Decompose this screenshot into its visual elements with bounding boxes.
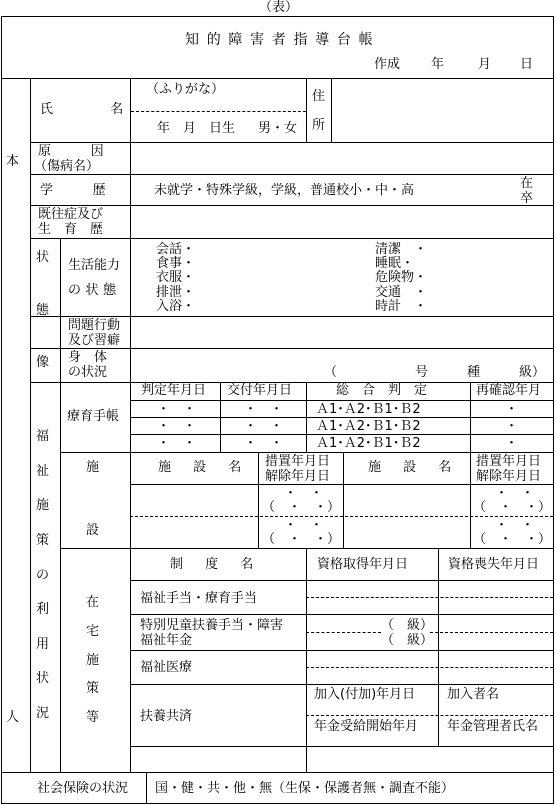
facility-b2-dots: ・ ・ [495, 518, 535, 533]
home-header-acq: 資格取得年月日 [317, 557, 409, 572]
cause-label-1: 原 因 [38, 144, 109, 159]
problem-label-1: 問題行動 [68, 318, 121, 333]
facility-a2-paren: （ ・ ・） [262, 532, 341, 547]
facility-date1-header-1: 措置年月日 [265, 454, 331, 469]
page-title: 知的障害者指導台帳 [185, 32, 381, 48]
ryoiku-row2-dot: ・ [505, 419, 519, 434]
ryoiku-label: 療育手帳 [67, 409, 120, 424]
ryoiku-header-kakunin: 再確認年月 [476, 383, 542, 398]
ryoiku-row3-dots1: ・ ・ [157, 436, 197, 451]
home-label: 在 宅 施 策 等 [86, 595, 100, 725]
home-kyu-2: （ 級） [381, 633, 434, 648]
ryoiku-row1-dot: ・ [505, 402, 519, 417]
created-day: 日 [520, 57, 534, 72]
sex-select: 男・女 [258, 121, 298, 136]
life-label-1: 生活能力 [68, 258, 121, 273]
address-label-1: 住 [312, 89, 326, 104]
facility-a1-dots: ・ ・ [284, 486, 324, 501]
top-label: （表） [259, 0, 299, 15]
body-label-1: 身 体 [68, 350, 108, 365]
home-kyu-1: （ 級） [381, 618, 434, 633]
life-left-5: 入浴・ [156, 299, 196, 314]
history-label-2: 生 育 歴 [38, 222, 104, 237]
life-right-5: 時計 ・ [375, 299, 428, 314]
body-grade: （ 号 種 級） [324, 365, 546, 380]
created-year: 年 [431, 57, 445, 72]
ryoiku-row2-grades: Ａ1･Ａ2･Ｂ1･Ｂ2 [316, 419, 421, 434]
ryoiku-row2-dots1: ・ ・ [157, 419, 197, 434]
ryoiku-row1-dots2: ・ ・ [244, 402, 284, 417]
facility-name-header-1: 施 設 名 [158, 460, 246, 475]
facility-date2-header-1: 解除年月日 [265, 469, 331, 484]
home-row-iryo: 福祉医療 [140, 660, 193, 675]
education-value: 未就学・特殊学級，学級，普通校小・中・高 [154, 183, 415, 198]
facility-name-header-2: 施 設 名 [368, 460, 456, 475]
ryoiku-row3-dots2: ・ ・ [244, 436, 284, 451]
life-right-2: 睡眠・ [375, 256, 415, 271]
home-row-kyosai: 扶養共済 [140, 709, 193, 724]
life-right-4: 交通 ・ [375, 285, 428, 300]
home-kanrisha: 年金管理者氏名 [447, 719, 539, 734]
side-label-hon: 本 [6, 154, 20, 169]
facility-date1-header-2: 措置年月日 [476, 454, 542, 469]
welfare-label: 福 祉 施 策 の 利 用 状 況 [36, 429, 50, 721]
facility-date2-header-2: 解除年月日 [476, 469, 542, 484]
ryoiku-row1-grades: Ａ1･Ａ2･Ｂ1･Ｂ2 [316, 402, 421, 417]
side-label-nin: 人 [6, 710, 20, 725]
ryoiku-row3-dot: ・ [505, 436, 519, 451]
state-label: 状 態 像 [36, 250, 50, 370]
ryoiku-row3-grades: Ａ1･Ａ2･Ｂ1･Ｂ2 [316, 436, 421, 451]
facility-label: 施 設 [86, 460, 100, 538]
facility-a1-paren: （ ・ ・） [262, 500, 341, 515]
created-month: 月 [478, 57, 492, 72]
facility-b1-paren: （ ・ ・） [473, 500, 552, 515]
life-label-2: の状態 [68, 283, 121, 298]
facility-a2-dots: ・ ・ [284, 518, 324, 533]
furigana-label: （ふりがな） [146, 82, 225, 97]
education-status-1: 在 [520, 176, 534, 191]
life-left-1: 会話・ [156, 242, 196, 257]
home-header-loss: 資格喪失年月日 [448, 557, 540, 572]
home-header-seido: 制 度 名 [170, 557, 258, 572]
cause-label-2: （傷病名） [34, 159, 100, 174]
home-nenkin-start: 年金受給開始年月 [314, 719, 419, 734]
problem-label-2: 及び習癖 [68, 333, 121, 348]
created-label: 作成 [374, 57, 401, 72]
home-row-jido-1: 特別児童扶養手当・障害 [140, 618, 284, 633]
history-label-1: 既往症及び [38, 207, 104, 222]
education-status-2: 卒 [520, 191, 534, 206]
life-left-3: 衣服・ [156, 270, 196, 285]
life-right-3: 危険物・ [375, 270, 428, 285]
birth-date: 年 月 日生 [157, 121, 236, 136]
facility-b2-paren: （ ・ ・） [473, 532, 552, 547]
education-label: 学 歴 [40, 183, 111, 198]
life-left-2: 食事・ [156, 256, 196, 271]
life-right-1: 清潔 ・ [375, 242, 428, 257]
ryoiku-row2-dots2: ・ ・ [244, 419, 284, 434]
ryoiku-row1-dots1: ・ ・ [157, 402, 197, 417]
home-row-jido-2: 福祉年金 [140, 633, 193, 648]
home-kanyusha: 加入者名 [447, 687, 500, 702]
home-row-teate: 福祉手当・療育手当 [140, 591, 258, 606]
life-left-4: 排泄・ [156, 285, 196, 300]
home-kanyu-date: 加入(付加)年月日 [314, 687, 416, 702]
facility-b1-dots: ・ ・ [495, 486, 535, 501]
body-label-2: の状況 [68, 365, 108, 380]
ryoiku-header-kofu: 交付年月日 [227, 383, 293, 398]
insurance-label: 社会保険の状況 [37, 781, 129, 796]
address-label-2: 所 [312, 118, 326, 133]
ryoiku-header-sogo: 総 合 判 定 [336, 383, 428, 398]
name-label: 氏 名 [40, 102, 128, 117]
insurance-value: 国・健・共・他・無（生保・保護者無・調査不能） [155, 781, 455, 796]
ryoiku-header-hantei: 判定年月日 [141, 383, 207, 398]
